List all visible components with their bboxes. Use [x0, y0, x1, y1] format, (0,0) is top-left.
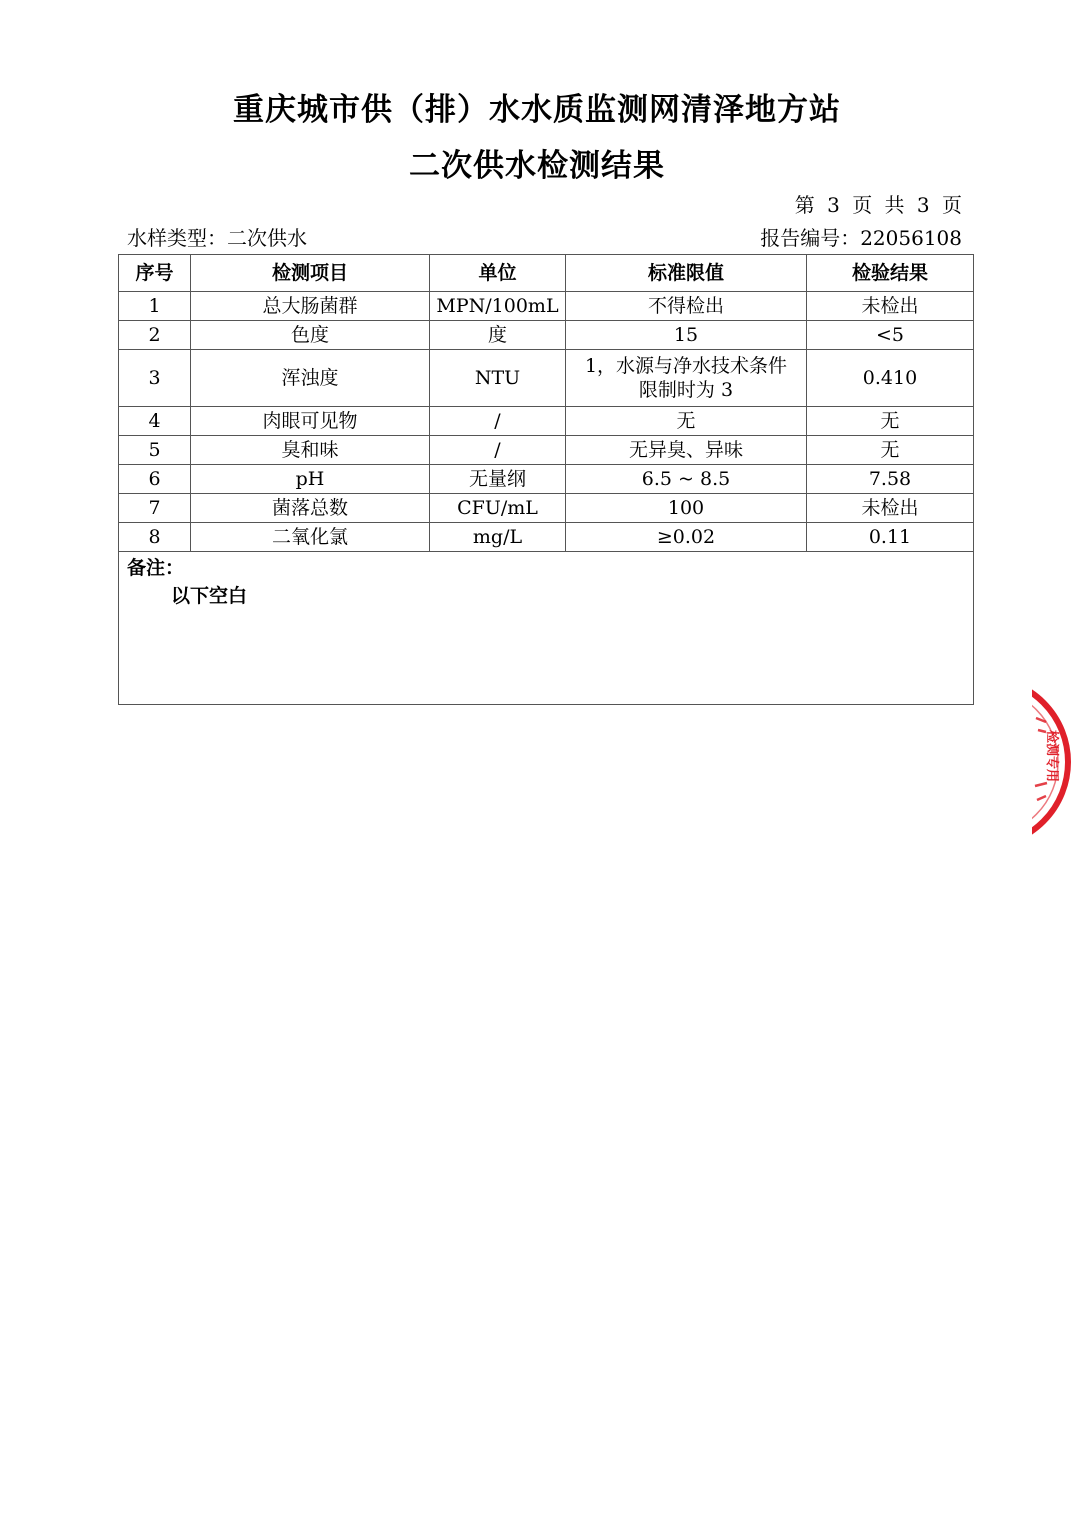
remarks-text: 以下空白 [171, 585, 248, 607]
cell-no: 6 [119, 465, 191, 494]
cell-result: 无 [807, 407, 974, 436]
table-row [119, 465, 974, 494]
svg-text:检测专用: 检测专用 [1044, 730, 1059, 783]
cell-item: 肉眼可见物 [191, 407, 430, 436]
cell-no: 4 [119, 407, 191, 436]
table-row [119, 292, 974, 321]
remarks-row [119, 552, 974, 705]
cell-no: 7 [119, 494, 191, 523]
col-header-unit: 单位 [430, 255, 566, 292]
cell-result: 未检出 [807, 494, 974, 523]
results-table [118, 254, 974, 705]
report-meta [127, 222, 962, 251]
cell-unit: mg/L [430, 523, 566, 552]
table-row [119, 523, 974, 552]
cell-result: 未检出 [807, 292, 974, 321]
red-seal-stamp-icon [1032, 678, 1074, 846]
table-row [119, 494, 974, 523]
table-row [119, 321, 974, 350]
col-header-limit: 标准限值 [566, 255, 807, 292]
cell-limit: 不得检出 [566, 292, 807, 321]
report-number: 报告编号：22056108 [760, 226, 962, 250]
cell-result: 0.11 [807, 523, 974, 552]
cell-unit: / [430, 436, 566, 465]
cell-item: 菌落总数 [191, 494, 430, 523]
cell-limit: ≥0.02 [566, 523, 807, 552]
cell-limit-line2: 限制时为 3 [638, 379, 734, 401]
cell-limit: 无异臭、异味 [566, 436, 807, 465]
table-header-row [119, 255, 974, 292]
cell-no: 5 [119, 436, 191, 465]
cell-limit: 6.5 ~ 8.5 [566, 465, 807, 494]
page-title: 重庆城市供（排）水水质监测网清泽地方站 [233, 92, 841, 128]
cell-unit: MPN/100mL [430, 292, 566, 321]
cell-item: 臭和味 [191, 436, 430, 465]
remarks-label: 备注： [127, 557, 185, 579]
cell-result: 7.58 [807, 465, 974, 494]
col-header-result: 检验结果 [807, 255, 974, 292]
cell-limit: 15 [566, 321, 807, 350]
page-subtitle: 二次供水检测结果 [409, 148, 665, 184]
cell-no: 2 [119, 321, 191, 350]
cell-item: 浑浊度 [191, 350, 430, 407]
table-row [119, 407, 974, 436]
cell-unit: CFU/mL [430, 494, 566, 523]
table-row [119, 350, 974, 407]
col-header-item: 检测项目 [191, 255, 430, 292]
cell-no: 1 [119, 292, 191, 321]
cell-limit: 100 [566, 494, 807, 523]
cell-result: <5 [807, 321, 974, 350]
cell-item: 色度 [191, 321, 430, 350]
cell-unit: NTU [430, 350, 566, 407]
cell-no: 3 [119, 350, 191, 407]
remarks-cell [119, 552, 974, 705]
cell-unit: 无量纲 [430, 465, 566, 494]
cell-result: 无 [807, 436, 974, 465]
cell-item: pH [191, 465, 430, 494]
cell-item: 总大肠菌群 [191, 292, 430, 321]
cell-unit: 度 [430, 321, 566, 350]
table-row [119, 436, 974, 465]
page-number: 第 3 页 共 3 页 [794, 193, 962, 217]
col-header-no: 序号 [119, 255, 191, 292]
sample-type: 水样类型：二次供水 [127, 226, 307, 250]
cell-limit: 无 [566, 407, 807, 436]
cell-item: 二氧化氯 [191, 523, 430, 552]
cell-no: 8 [119, 523, 191, 552]
cell-result: 0.410 [807, 350, 974, 407]
cell-limit [566, 350, 807, 407]
cell-limit-line1: 1，水源与净水技术条件 [584, 355, 788, 377]
cell-unit: / [430, 407, 566, 436]
